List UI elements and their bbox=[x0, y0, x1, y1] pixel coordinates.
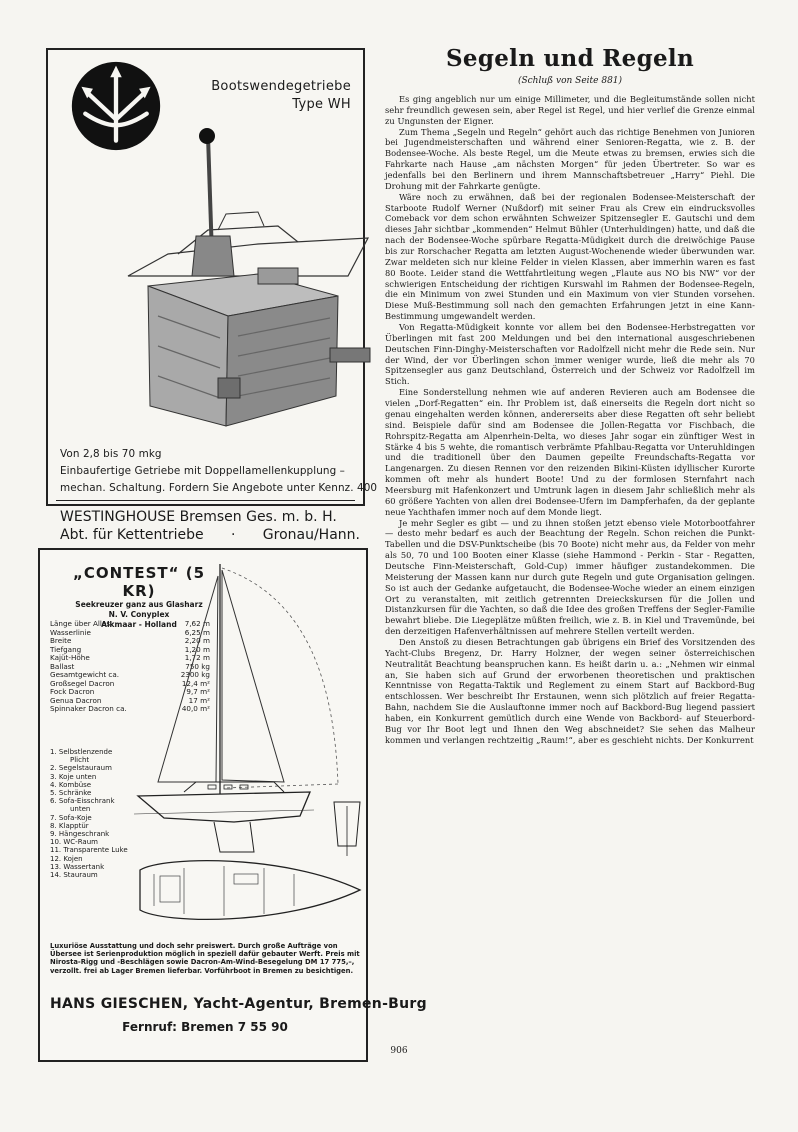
spec-row: Genua Dacron 17 m² bbox=[50, 695, 210, 705]
agent-description: Yacht-Agentur, Bremen-Burg bbox=[193, 996, 427, 1012]
article-title: Segeln und Regeln bbox=[446, 45, 694, 72]
legend-item: 10. WC-Raum bbox=[50, 838, 98, 847]
room-legend bbox=[50, 748, 130, 879]
spec-row: Breite 2,20 m bbox=[50, 636, 210, 645]
page-number: 906 bbox=[390, 1046, 408, 1056]
spec-row: Gesamtgewicht ca. 2300 kg bbox=[50, 670, 210, 679]
division: Abt. für Kettentriebe bbox=[60, 527, 204, 543]
spec-line: Von 2,8 bis 70 mkg bbox=[60, 448, 162, 460]
builder-location: Alkmaar - Holland bbox=[101, 620, 177, 629]
spec-row: Spinnaker Dacron ca. 40,0 m² bbox=[50, 704, 210, 713]
spec-line: Einbaufertige Getriebe mit Doppellamellenkupplung – bbox=[60, 465, 345, 477]
paragraph: Den Anstoß zu diesen Betrachtungen gab übrigens ein Brief des Vorsitzenden des Yacht-Clubs Bregenz, Dr. Harry Holzner, der wegen seiner österreichischen Neutralität Beachtung beanspruchen kann. Es heißt darin u. a.: „Nehmen wir einmal an, Sie haben sich auf Grund der erworbenen theoretischen und praktischen Kenntnisse von Regatta-Taktik und Reglement zu einem Start auf Backbord-Bug entschlossen. Wer beschreibt Ihr Erstaunen, wenn sich plötzlich auf freier Regatta-Bahn, nachdem Sie die Auslauftonne immer noch auf Backbord-Bug liegend passiert haben, ein Konkurrent gemütlich durch eine Wende von Backbord- auf Steuerbord-Bug vor Ihr Boot legt und Ihnen den Weg abschneidet? Sie sehen das Malheur kommen und verlangen rechtzeitig „Raum!“, aber es geschieht nichts. Der Konkurrent bbox=[385, 636, 755, 745]
company-suffix: Bremsen Ges. m. b. H. bbox=[179, 509, 337, 525]
paragraph: Es ging angeblich nur um einige Millimeter, und die Begleitumstände sollen nicht sehr freundlich gewesen sein, aber Regel ist Regel, und hier verlief die Grenze einmal zu Ungunsten der Eigner. bbox=[385, 94, 755, 126]
location: Gronau/Hann. bbox=[262, 527, 360, 543]
ad-gearbox bbox=[46, 48, 378, 543]
separator: · bbox=[231, 527, 236, 543]
yacht-drawing bbox=[124, 556, 366, 936]
paragraph: Zum Thema „Segeln und Regeln“ gehört auch das richtige Benehmen von Junioren bei Jugendmeisterschaften und während einer Senioren-Regatta, wie z. B. der Bodensee-Woche. Als beste Regel, um die Meute etwas zu bremsen, erwies sich die Fahrkarte nach Hause „am nächsten Morgen“ für jeden Übertreter. So war es jedenfalls bei den Berlinern und ihrem Mannschaftsbetreuer „Harry“ Piehl. Die Drohung mit der Fahrkarte genügte. bbox=[385, 126, 755, 191]
legend-item: 4. Kombüse bbox=[50, 780, 92, 789]
legend-item: 2. Segelstauraum bbox=[50, 764, 112, 773]
spec-row: Ballast 750 kg bbox=[50, 661, 210, 671]
builder-name: N. V. Conyplex bbox=[108, 610, 170, 619]
paragraph: Von Regatta-Müdigkeit konnte vor allem bei den Bodensee-Herbstregatten vor Überlingen mit fast 200 Meldungen und bei den international ausgeschriebenen Deutschen Finn-Dinghy-Meisterschaften vor Radolfzell nicht mehr die Rede sein. Nur der Wind, der vor Überlingen schon immer weniger wurde, ließ die mehr als 70 Spitzensegler aus ganz Deutschland, Österreich und der Schweiz vor Radolfzell im Stich. bbox=[385, 322, 755, 387]
spec-row: Tiefgang 1,20 m bbox=[50, 644, 210, 654]
legend-item: 7. Sofa-Koje bbox=[50, 813, 92, 822]
paragraph: Je mehr Segler es gibt — und zu ihnen stoßen jetzt ebenso viele Motorbootfahrer — desto mehr bedarf es auch der Beachtung der Regeln. Schon reichen die Punkt-Tabellen und die DSV-Punktscheibe (bis 70 Boote) nicht mehr aus, da Felder von mehr als 50, 70 und 100 Booten einer Klasse (siehe Hammond - Perkin - Star - Regatten, Deutsche Finn-Meisterschaft, Gold-Cup) immer häufiger zustandekommen. Die Meisterung der Massen kann nur durch gute Regeln und gute Organisation gelingen. So ist auch der Gedanke aufgetaucht, die Bodensee-Woche wieder an einem einzigen Ort zu veranstalten, mit zeitlich getrennten Dreieckskursen für die Jollen und Distanzkursen für die Yachten, so daß die Idee des großen Treffens der Segler-Familie bewahrt bliebe. Die Liegeplätze müßten freilich, wie z. B. in Kiel und Travemünde, bei den derzeitigen Hafenverhältnissen auf mehrere Stellen verteilt werden. bbox=[385, 517, 755, 637]
legend-item: 12. Kojen bbox=[50, 854, 83, 863]
legend-item: 11. Transparente Luke bbox=[50, 846, 128, 855]
ad-copy: Luxuriöse Ausstattung und doch sehr preiswert. Durch große Aufträge von Übersee ist Serienproduktion möglich in speziell dafür gebauter Werft. Preis mit Nirosta-Rigg und -Beschlägen sowie Dacron-Am-Wind-Besegelung DM 17 775,–, verzollt. frei ab Lager Bremen lieferbar. Vorführboot in Bremen zu besichtigen. bbox=[50, 942, 360, 975]
legend-item: 6. Sofa-Eisschrank unten bbox=[50, 797, 115, 814]
article bbox=[385, 44, 755, 746]
gearbox-photo bbox=[108, 126, 378, 432]
company-name: WESTINGHOUSE bbox=[60, 509, 176, 525]
legend-item: 14. Stauraum bbox=[50, 871, 98, 880]
article-body bbox=[385, 94, 755, 746]
paragraph: Eine Sonderstellung nehmen wie auf anderen Revieren auch am Bodensee die vielen „Dorf-Regatten“ ein. Ihr Problem ist, daß einerseits die Regeln dort nicht so genau eingehalten werden können, andererseits aber diese Regatten oft sehr beliebt sind. Beispiele dafür sind am Bodensee die Jollen-Regatta vor Fischbach, die Rohrspitz-Regatta am Alpenrhein-Delta, wo dieses Jahr sogar ein zünftiger West in Stärke 4 bis 5 wehte, die romantisch verbrämte Pfahlbau-Regatta vor Unteruhldingen und die traditionell über den Daumen gepeilte Freundschafts-Regatta vor Langenargen. Zu diesen Rennen vor den reizenden Bikini-Küsten idyllischer Kurorte kommen oft mehr als hundert Boote! Und zu der formlosen Sternfahrt nach Meersburg mit Hafenkonzert und Umtrunk lagen in diesem Jahr schließlich mehr als 60 größere Yachten von allen drei Bodensee-Ufern im Dampferhafen, da der geplante neue Yachthafen immer noch auf dem Monde liegt. bbox=[385, 387, 755, 517]
spec-line: mechan. Schaltung. Fordern Sie Angebote unter Kennz. 400 bbox=[60, 482, 378, 494]
paragraph: Wäre noch zu erwähnen, daß bei der regionalen Bodensee-Meisterschaft der Starboote Rudolf Werner (Nußdorf) mit seiner Frau als Crew ein eindrucksvolles Comeback vor dem schon erwähnten Schweizer Spitzensegler E. Gautschi und dem dieses Jahr sichtbar „kommenden“ Helmut Bühler (Unterhuldingen) hatte, und daß die nach der Bodensee-Woche spürbare Regatta-Müdigkeit durch die dreiwöchige Pause bis zur Rorschacher Regatta am letzten August-Wochenende wieder überwunden war. Zwar meldeten sich nur kleine Felder in vielen Klassen, aber immerhin waren es fast 80 Boote. Leider stand die Wettfahrtleitung wegen „Flaute aus NO bis NW“ vor der schwierigen Entscheidung der richtigen Kurswahl im Rahmen der Bodensee-Regeln, die ein Minimum von zwei Stunden und ein Maximum von vier Stunden vorsehen. Diese Muß-Bestimmung soll nach den gemachten Erfahrungen jetzt in eine Kann-Bestimmung umgewandelt werden. bbox=[385, 191, 755, 322]
yacht-title: „CONTEST“ (5 KR) bbox=[72, 564, 206, 600]
spec-row: Großsegel Dacron 12,4 m² bbox=[50, 678, 210, 688]
yacht-subtitle: Seekreuzer ganz aus Glasharz bbox=[75, 600, 203, 609]
legend-item: 8. Klapptür bbox=[50, 821, 89, 830]
legend-item: 1. Selbstlenzende Plicht bbox=[50, 748, 113, 765]
legend-item: 9. Hängeschrank bbox=[50, 830, 110, 839]
legend-item: 3. Koje unten bbox=[50, 772, 97, 781]
divider bbox=[56, 500, 355, 501]
spec-row: Kajüt-Höhe 1,72 m bbox=[50, 653, 210, 662]
legend-item: 5. Schränke bbox=[50, 789, 92, 798]
phone-number: Fernruf: Bremen 7 55 90 bbox=[122, 1020, 288, 1034]
spec-row: Länge über Alles 7,62 m bbox=[50, 619, 210, 628]
product-name: Bootswendegetriebe bbox=[211, 79, 351, 94]
spec-row: Fock Dacron 9,7 m² bbox=[50, 687, 210, 696]
product-type: Type WH bbox=[292, 97, 351, 112]
agent-name: HANS GIESCHEN, bbox=[50, 996, 189, 1012]
article-continuation: (Schluß von Seite 881) bbox=[517, 76, 623, 86]
legend-item: 13. Wassertank bbox=[50, 862, 105, 871]
spec-row: Wasserlinie 6,25 m bbox=[50, 627, 210, 637]
